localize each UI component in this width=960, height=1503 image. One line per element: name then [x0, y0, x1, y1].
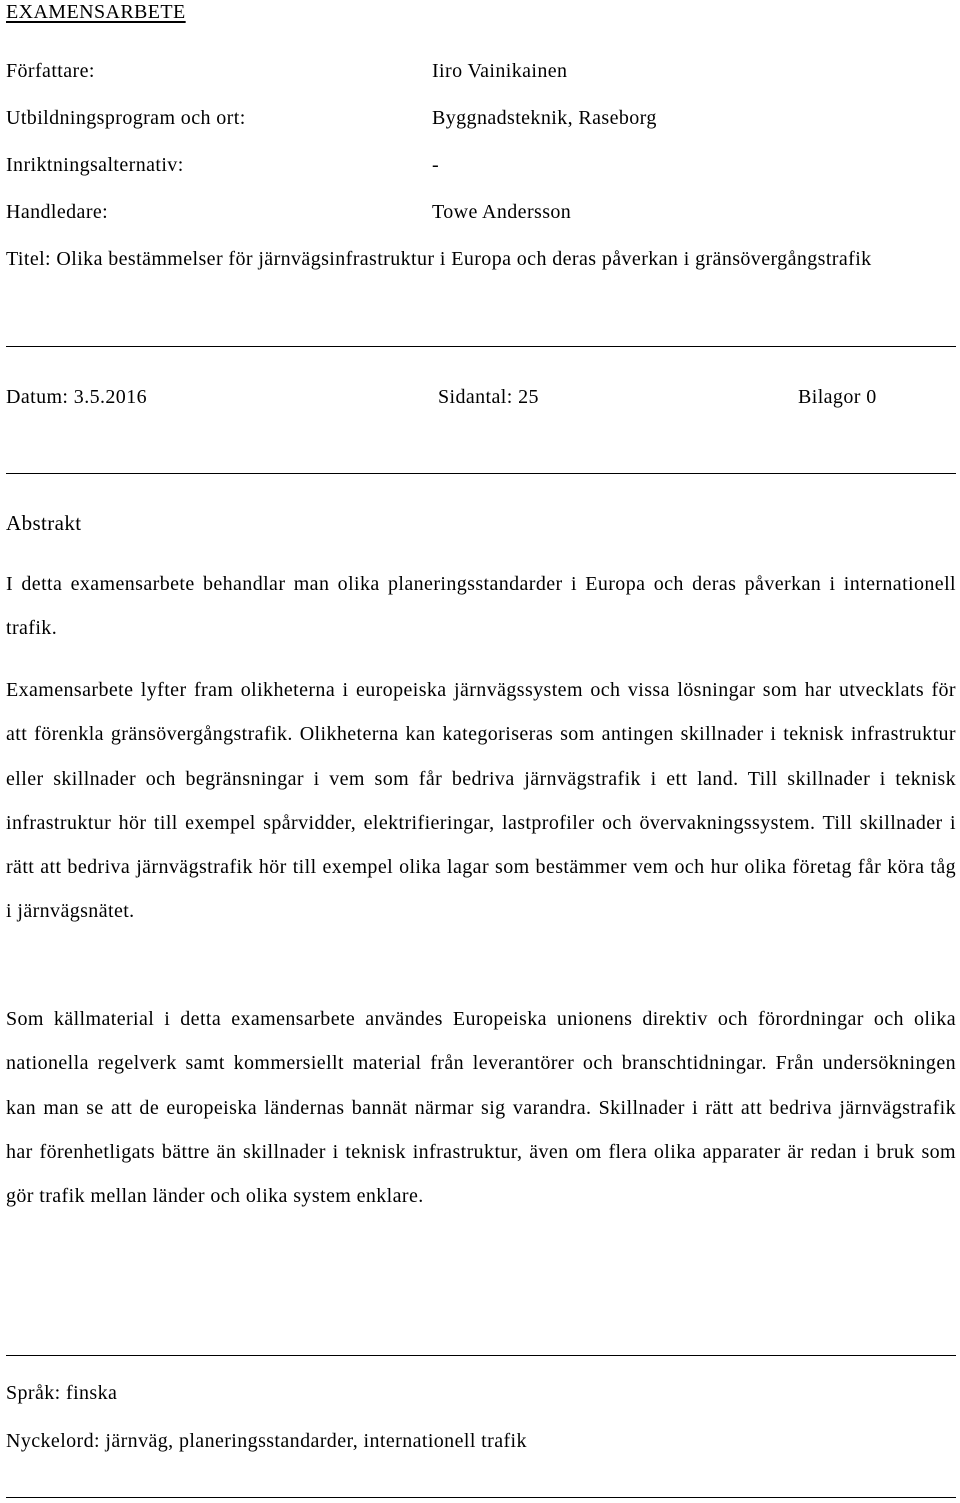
- divider-line: [6, 346, 956, 347]
- supervisor-label: Handledare:: [6, 201, 109, 223]
- specialization-row: [6, 152, 956, 178]
- author-row: [6, 58, 956, 84]
- appendices-text: Bilagor 0: [798, 386, 877, 408]
- abstract-heading: Abstrakt: [6, 511, 82, 535]
- specialization-label: Inriktningsalternativ:: [6, 154, 184, 176]
- abstract-paragraph: Examensarbete lyfter fram olikheterna i europeiska järnvägssystem och vissa lösningar som har utvecklats för att förenkla gränsövergångstrafik. Olikheterna kan kategoriseras som antingen skillnader i teknisk infrastruktur eller skillnader och begränsningar i vem som får bedriva järnvägstrafik i ett land. Till skillnader i teknisk infrastruktur hör till exempel spårvidder, elektrifieringar, lastprofiler och övervakningssystem. Till skillnader i rätt att bedriva järnvägstrafik hör till exempel olika lagar som bestämmer vem och hur olika företag får köra tåg i järnvägsnätet.: [6, 679, 956, 923]
- facts-row: [6, 384, 956, 410]
- program-value: Byggnadsteknik, Raseborg: [432, 107, 657, 129]
- date-text: Datum: 3.5.2016: [6, 386, 147, 408]
- program-label: Utbildningsprogram och ort:: [6, 107, 246, 129]
- supervisor-row: [6, 199, 956, 225]
- divider-line: [6, 1497, 956, 1498]
- abstract-paragraph: Som källmaterial i detta examensarbete användes Europeiska unionens direktiv och förordningar och olika nationella regelverk samt kommersiellt material från leverantörer och branschtidningar. Från undersökningen kan man se att de europeiska ländernas bannät närmar sig varandra. Skillnader i rätt att bedriva järnvägstrafik har förenhetligats bättre än skillnader i teknisk infrastruktur, även om flera olika apparater är redan i bruk som gör trafik mellan länder och olika system enklare.: [6, 1008, 956, 1208]
- specialization-value: -: [432, 154, 440, 176]
- supervisor-value: Towe Andersson: [432, 201, 572, 223]
- page-count-text: Sidantal: 25: [438, 386, 539, 408]
- keywords-text: Nyckelord: järnväg, planeringsstandarder, internationell trafik: [6, 1430, 527, 1452]
- author-value: Iiro Vainikainen: [432, 60, 568, 82]
- language-text: Språk: finska: [6, 1382, 118, 1404]
- divider-line: [6, 1355, 956, 1356]
- abstract-paragraph: I detta examensarbete behandlar man olika planeringsstandarder i Europa och deras påverkan i internationell trafik.: [6, 573, 956, 640]
- divider-line: [6, 473, 956, 474]
- thesis-title: Titel: Olika bestämmelser för järnvägsinfrastruktur i Europa och deras påverkan i gränsövergångstrafik: [6, 248, 872, 270]
- author-label: Författare:: [6, 60, 95, 82]
- document-heading: EXAMENSARBETE: [6, 1, 186, 23]
- program-row: [6, 105, 956, 131]
